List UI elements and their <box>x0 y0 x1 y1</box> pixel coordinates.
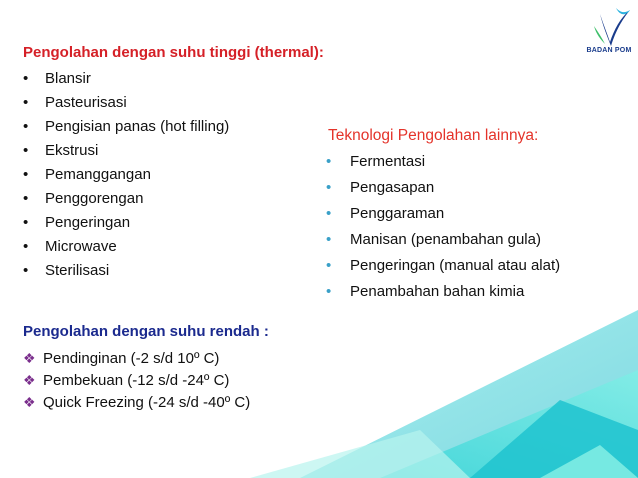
badan-pom-logo <box>580 6 638 58</box>
list-item <box>23 236 229 260</box>
list-item <box>23 392 250 414</box>
diamond-bullet-icon: ❖ <box>23 372 36 388</box>
bullet: • <box>23 166 29 183</box>
list-item-label: Pembekuan (-12 s/d -24º C) <box>43 372 230 389</box>
bullet: • <box>326 179 332 196</box>
list-item-label: Pemanggangan <box>45 166 151 183</box>
bullet: • <box>23 94 29 111</box>
list-item-label: Penggorengan <box>45 190 144 207</box>
list-item-label: Pengeringan (manual atau alat) <box>350 257 561 274</box>
list-item-label: Microwave <box>45 238 117 255</box>
list-item <box>326 177 560 203</box>
list-item <box>23 68 229 92</box>
bullet: • <box>23 214 29 231</box>
list-item <box>326 229 560 255</box>
bullet: • <box>326 257 332 274</box>
bullet: • <box>23 238 29 255</box>
list-item-label: Pasteurisasi <box>45 94 127 111</box>
logo-text: BADAN POM <box>586 47 632 54</box>
list-item-label: Fermentasi <box>350 153 426 170</box>
list-item <box>23 140 229 164</box>
list-item-label: Sterilisasi <box>45 262 110 279</box>
list-item <box>23 164 229 188</box>
list-item-label: Pengeringan <box>45 214 131 231</box>
bullet: • <box>23 262 29 279</box>
bullet: • <box>23 190 29 207</box>
other-technology-title: Teknologi Pengolahan lainnya: <box>328 127 539 144</box>
diamond-bullet-icon: ❖ <box>23 350 36 366</box>
other-technology-list <box>326 151 560 307</box>
list-item <box>23 212 229 236</box>
list-item-label: Ekstrusi <box>45 142 99 159</box>
list-item <box>23 116 229 140</box>
bullet: • <box>23 118 29 135</box>
bullet: • <box>23 142 29 159</box>
low-temperature-title: Pengolahan dengan suhu rendah : <box>23 323 269 340</box>
thermal-section-title: Pengolahan dengan suhu tinggi (thermal): <box>23 44 324 61</box>
list-item <box>326 151 560 177</box>
list-item <box>23 188 229 212</box>
list-item-label: Pendinginan (-2 s/d 10º C) <box>43 350 220 367</box>
list-item-label: Blansir <box>45 70 91 87</box>
list-item-label: Quick Freezing (-24 s/d -40º C) <box>43 394 251 411</box>
list-item-label: Penggaraman <box>350 205 445 222</box>
thermal-list <box>23 68 229 284</box>
bullet: • <box>326 231 332 248</box>
badan-pom-logo-icon <box>580 6 638 48</box>
list-item-label: Pengasapan <box>350 179 435 196</box>
list-item-label: Manisan (penambahan gula) <box>350 231 541 248</box>
list-item <box>23 92 229 116</box>
list-item <box>23 260 229 284</box>
bullet: • <box>326 205 332 222</box>
bullet: • <box>23 70 29 87</box>
list-item <box>23 348 250 370</box>
list-item <box>326 255 560 281</box>
list-item <box>326 281 560 307</box>
diamond-bullet-icon: ❖ <box>23 394 36 410</box>
bullet: • <box>326 153 332 170</box>
list-item-label: Pengisian panas (hot filling) <box>45 118 230 135</box>
list-item-label: Penambahan bahan kimia <box>350 283 525 300</box>
list-item <box>23 370 250 392</box>
low-temperature-list <box>23 348 250 414</box>
list-item <box>326 203 560 229</box>
bullet: • <box>326 283 332 300</box>
